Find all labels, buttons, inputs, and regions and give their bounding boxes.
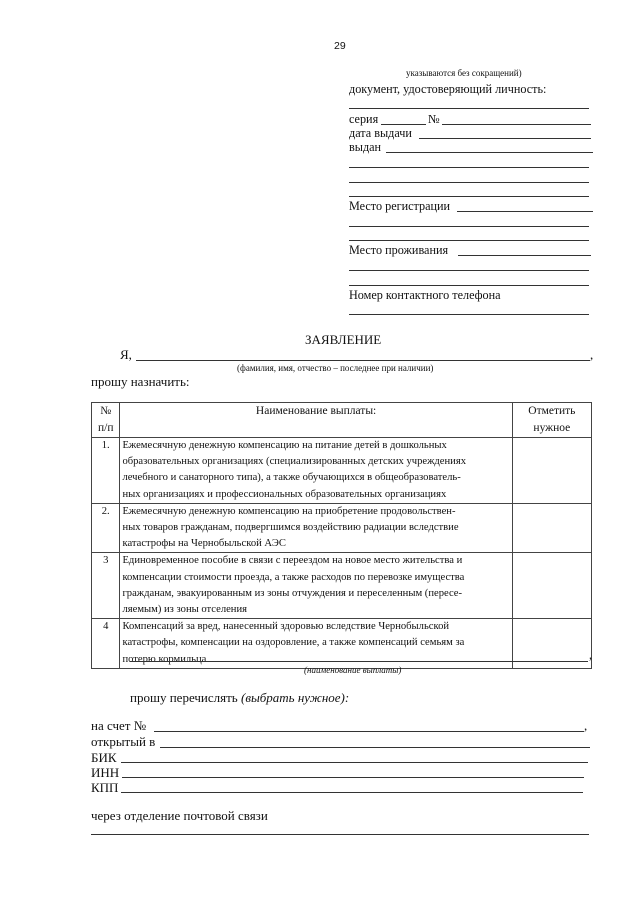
row-mark-cell[interactable]: [512, 553, 591, 619]
row-description-line: катастрофы, компенсации на оздоровление, а также компенсаций семьям за: [122, 637, 465, 649]
inn-field[interactable]: [122, 777, 584, 778]
header-mark-line2: нужное: [533, 422, 571, 434]
registration-label: Место регистрации: [349, 199, 451, 213]
request-label: прошу назначить:: [91, 374, 190, 389]
payment-name-field[interactable]: [130, 661, 588, 662]
row-description-line: компенсации стоимости проезда, а также расходов по перевозке имущества: [122, 571, 465, 583]
inn-label: ИНН: [91, 765, 120, 780]
post-office-label: через отделение почтовой связи: [91, 808, 268, 823]
row-number: 3: [92, 553, 120, 619]
statement-title: ЗАЯВЛЕНИЕ: [305, 332, 382, 347]
header-number-line2: п/п: [97, 422, 114, 434]
row-description-line: лечебного и санаторного типа), а также обучающихся в общеобразователь-: [122, 472, 461, 484]
issued-by-line-3[interactable]: [349, 182, 589, 183]
row-description: [120, 503, 512, 553]
phone-label: Номер контактного телефона: [349, 288, 501, 302]
i-label: Я,: [120, 347, 132, 362]
opened-in-label: открытый в: [91, 734, 156, 749]
issued-by-label: выдан: [349, 140, 382, 154]
id-document-label: документ, удостоверяющий личность:: [349, 82, 547, 96]
fio-field[interactable]: [136, 360, 590, 361]
kpp-label: КПП: [91, 780, 119, 795]
residence-field[interactable]: [458, 255, 591, 256]
residence-line-3[interactable]: [349, 285, 589, 286]
row-description-line: Компенсаций за вред, нанесенный здоровью вследствие Чернобыльской: [122, 621, 450, 633]
table-row: [92, 503, 592, 553]
series-field[interactable]: [381, 124, 426, 125]
transfer-request: [130, 690, 349, 706]
row-description-line: гражданам, эвакуированным из зоны отчуждения и переселенным (пересе-: [122, 587, 463, 599]
residence-line-2[interactable]: [349, 270, 589, 271]
issue-date-label: дата выдачи: [349, 126, 412, 140]
page-number: 29: [334, 40, 346, 52]
row-description-line: катастрофы на Чернобыльской АЭС: [122, 538, 286, 550]
row-description-line: ляемым) из зоны отселения: [122, 604, 248, 616]
row-number: 2.: [92, 503, 120, 553]
phone-field[interactable]: [349, 314, 589, 315]
header-number-line1: №: [100, 405, 112, 417]
table-header-row: [92, 403, 592, 438]
header-number: [92, 403, 120, 438]
row-number: 1.: [92, 438, 120, 504]
residence-label: Место проживания: [349, 243, 449, 257]
id-document-line[interactable]: [349, 108, 589, 109]
payments-table: [91, 402, 592, 669]
issued-by-line-2[interactable]: [349, 167, 589, 168]
number-field[interactable]: [442, 124, 591, 125]
row-number: 4: [92, 619, 120, 669]
header-mark: [512, 403, 591, 438]
row-description-line: Единовременное пособие в связи с переездом на новое место жительства и: [122, 555, 463, 567]
account-field[interactable]: [154, 731, 584, 732]
issued-by-line-4[interactable]: [349, 196, 589, 197]
row-description-line: потерю кормильца: [122, 653, 207, 665]
table-row: [92, 553, 592, 619]
transfer-request-prefix: прошу перечислять: [130, 690, 238, 705]
row-mark-cell[interactable]: [512, 438, 591, 504]
header-payment-name: Наименование выплаты:: [120, 403, 512, 438]
series-label: серия: [349, 112, 379, 126]
table-row: [92, 438, 592, 504]
row-description: [120, 438, 512, 504]
fio-caption: (фамилия, имя, отчество – последнее при наличии): [237, 363, 434, 373]
header-mark-line1: Отметить: [528, 405, 576, 417]
bik-label: БИК: [91, 750, 117, 765]
row-description: [120, 553, 512, 619]
registration-field[interactable]: [457, 211, 593, 212]
row-description-line: ных товаров гражданам, подвергшимся воздействию радиации вследствие: [122, 522, 459, 534]
account-label: на счет №: [91, 718, 147, 733]
issue-date-field[interactable]: [419, 138, 591, 139]
number-label: №: [428, 112, 440, 126]
kpp-field[interactable]: [121, 792, 583, 793]
row-description-line: образовательных организациях (специализированных детских учреждениях: [122, 456, 467, 468]
payment-name-caption: (наименование выплаты): [304, 665, 402, 675]
row-description-line: ных организациях и профессиональных образовательных организациях: [122, 488, 447, 500]
registration-line-3[interactable]: [349, 240, 589, 241]
issued-by-field[interactable]: [386, 152, 593, 153]
opened-in-field[interactable]: [160, 747, 590, 748]
bik-field[interactable]: [121, 762, 588, 763]
account-comma: ,: [584, 718, 588, 733]
row-description-line: Ежемесячную денежную компенсацию на приобретение продовольствен-: [122, 505, 456, 517]
registration-line-2[interactable]: [349, 226, 589, 227]
row-description-line: Ежемесячную денежную компенсацию на питание детей в дошкольных: [122, 440, 447, 451]
payment-name-comma: ,: [589, 648, 593, 662]
fio-comma: ,: [590, 347, 594, 362]
post-office-field[interactable]: [91, 834, 589, 835]
row-mark-cell[interactable]: [512, 503, 591, 553]
transfer-request-choice: (выбрать нужное):: [240, 690, 350, 705]
header-note: указываются без сокращений): [406, 68, 522, 78]
